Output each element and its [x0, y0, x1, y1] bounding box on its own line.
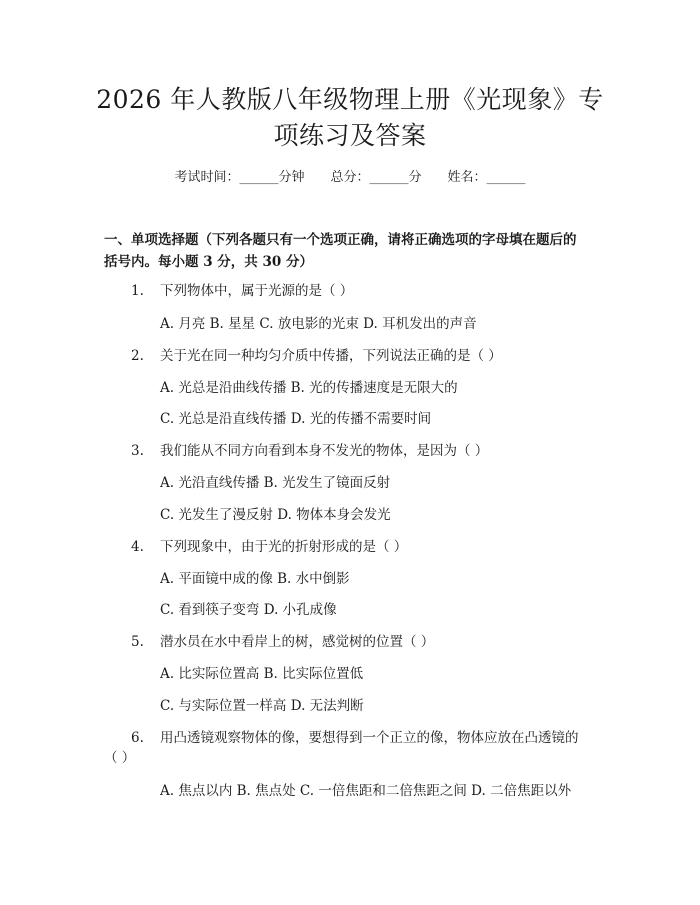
question-text: 我们能从不同方向看到本身不发光的物体，是因为（ ）: [160, 443, 489, 459]
question-4-options-row-2: C. 看到筷子变弯 D. 小孔成像: [160, 602, 337, 618]
total-score-field: 总分：______分: [330, 170, 422, 185]
document-title-line-1: 2026 年人教版八年级物理上册《光现象》专: [96, 85, 604, 114]
question-3-options-row-1: A. 光沿直线传播 B. 光发生了镜面反射: [160, 475, 391, 491]
question-2-options-row-1: A. 光总是沿曲线传播 B. 光的传播速度是无限大的: [160, 380, 458, 396]
document-title-line-2: 项练习及答案: [273, 121, 427, 150]
section-heading-line-2: 括号内。每小题 3 分，共 30 分）: [104, 254, 313, 270]
question-text: 关于光在同一种均匀介质中传播，下列说法正确的是（ ）: [160, 348, 502, 364]
question-number: 4.: [131, 539, 144, 555]
question-6-options: A. 焦点以内 B. 焦点处 C. 一倍焦距和二倍焦距之间 D. 二倍焦距以外: [160, 783, 572, 799]
student-name-field: 姓名：______: [447, 170, 526, 185]
question-3-options-row-2: C. 光发生了漫反射 D. 物体本身会发光: [160, 507, 391, 523]
question-number: 5.: [131, 634, 144, 650]
question-text: 下列物体中，属于光源的是（ ）: [160, 283, 354, 299]
question-number: 1.: [131, 283, 144, 299]
exam-time-field: 考试时间：______分钟: [174, 170, 305, 185]
section-heading-line-1: 一、单项选择题（下列各题只有一个选项正确，请将正确选项的字母填在题后的: [104, 232, 577, 248]
question-text: 下列现象中，由于光的折射形成的是（ ）: [160, 539, 408, 555]
question-number: 3.: [131, 443, 144, 459]
exam-meta-row: [0, 168, 700, 188]
question-6-text-continued: （ ）: [104, 750, 136, 766]
question-4-options-row-1: A. 平面镜中成的像 B. 水中倒影: [160, 571, 350, 587]
question-2-options-row-2: C. 光总是沿直线传播 D. 光的传播不需要时间: [160, 411, 432, 427]
question-5-options-row-2: C. 与实际位置一样高 D. 无法判断: [160, 698, 364, 714]
question-number: 2.: [131, 348, 144, 364]
question-1-options: A. 月亮 B. 星星 C. 放电影的光束 D. 耳机发出的声音: [160, 316, 477, 332]
question-text: 用凸透镜观察物体的像，要想得到一个正立的像，物体应放在凸透镜的: [160, 730, 579, 746]
question-text: 潜水员在水中看岸上的树，感觉树的位置（ ）: [160, 634, 435, 650]
question-5-options-row-1: A. 比实际位置高 B. 比实际位置低: [160, 666, 364, 682]
question-number: 6.: [131, 730, 144, 746]
